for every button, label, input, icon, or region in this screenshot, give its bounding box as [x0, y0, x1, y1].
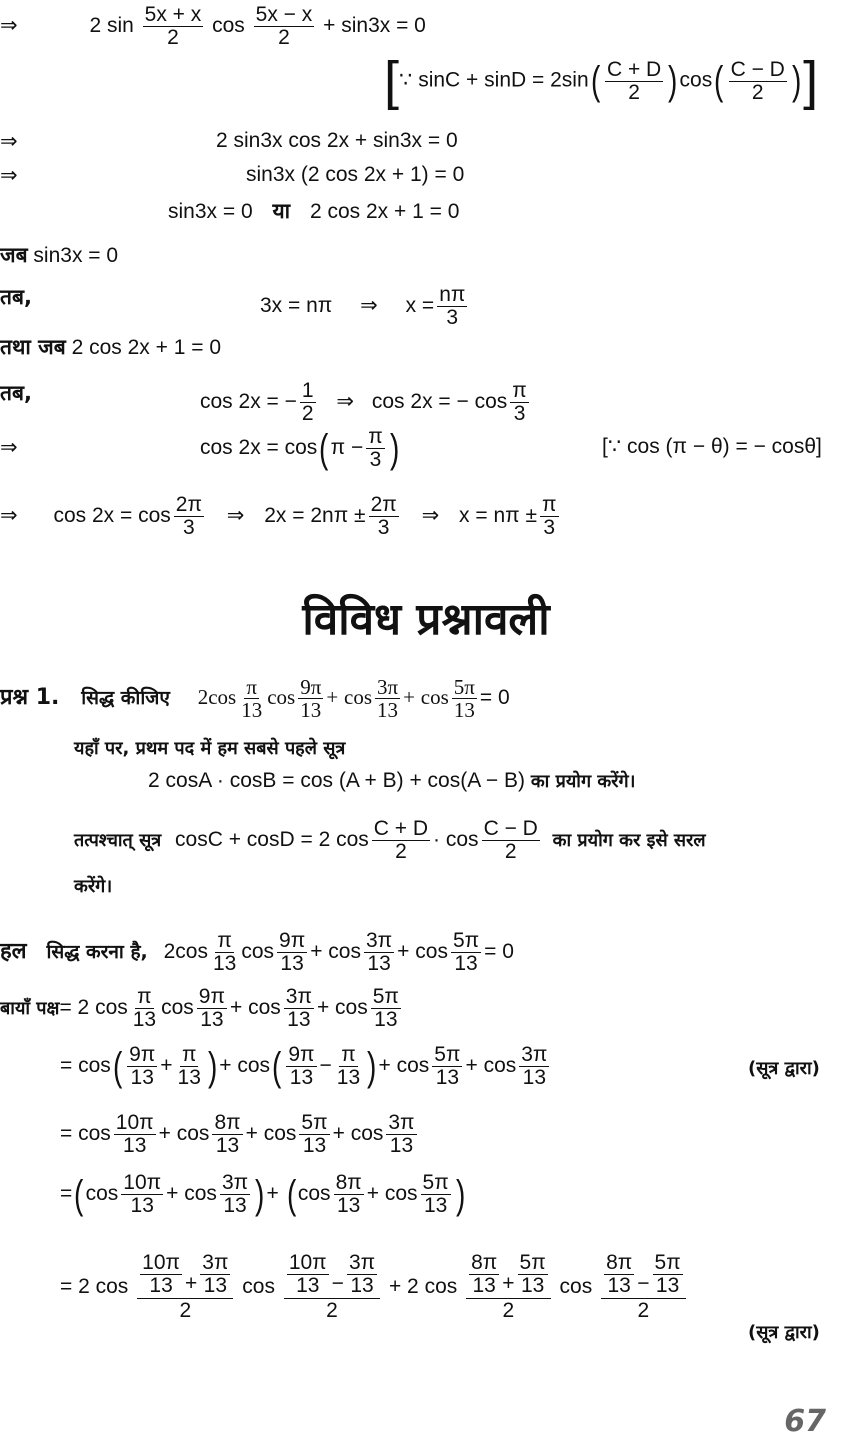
step-9: तब, cos 2x = − $\frac{1}{2}$ ⇒ cos 2x = − cos $\frac{\pi}{3}$: [0, 379, 527, 425]
note-line-3: तत्पश्चात् सूत्र cosC + cosD = 2 cos $\frac{C + D}{2}$ · cos $\frac{C - D}{2}$ का प्रयोग कर इसे सरल: [74, 817, 706, 863]
step-5: sin3x = 0 या 2 cos 2x + 1 = 0: [168, 199, 460, 223]
fraction: $\frac{\pi}{3}$: [512, 379, 527, 425]
step-1: ⇒ 2 sin $\frac{5x + x}{2}$ cos $\frac{5x - x}{2}$ + sin3x = 0: [0, 3, 426, 49]
step-10: ⇒ cos 2x = cos(π − $\frac{\pi}{3}$ ) [∵ cos (π − θ) = − cosθ]: [0, 425, 822, 471]
fraction: $\frac{1}{2}$: [301, 379, 314, 425]
page-number: 67: [784, 1404, 826, 1439]
step-7: तब, 3x = nπ ⇒ x = $\frac{n\pi}{3}$: [0, 283, 466, 329]
step-11: ⇒ cos 2x = cos $\frac{2\pi}{3}$ ⇒ 2x = 2nπ ± $\frac{2\pi}{3}$ ⇒ x = nπ ± $\frac{\pi}{3}$: [0, 493, 557, 539]
fraction: $\frac{2\pi}{3}$: [370, 493, 397, 539]
fraction: $\frac{5x + x}{2}$: [144, 3, 202, 49]
lhs-line: बायाँ पक्ष= 2 cos $\frac{\pi}{13}$ cos $\frac{9\pi}{13}$ + cos $\frac{3\pi}{13}$ + cos $\frac{5\pi}{13}$: [0, 985, 399, 1031]
question-1: प्रश्न 1. सिद्ध कीजिए 2cos $\frac{\pi}{13}$ cos $\frac{9\pi}{13}$ + cos $\frac{3\pi}{13}$ + cos $\frac{5\pi}{13}$ = 0: [0, 675, 510, 722]
step-3: ⇒ 2 sin3x cos 2x + sin3x = 0: [0, 129, 458, 153]
step-4: ⇒ sin3x (2 cos 2x + 1) = 0: [0, 163, 465, 187]
note-line-1: यहाँ पर, प्रथम पद में हम सबसे पहले सूत्र: [74, 738, 346, 759]
fraction: $\frac{\pi}{3}$: [368, 425, 383, 471]
step-line-4: = 2 cos $\frac{10\pi}{13}$ + $\frac{3\pi}{13}$ 2 cos $\frac{10\pi}{13}$ − $\frac{3\pi}{13}$ 2 + 2 cos $\frac{8\pi}{13}$ + $\frac{5\pi}{13}$ 2 cos $\frac{8\pi}{13}$ − $\frac{5\pi}{13}$ 2: [60, 1252, 689, 1323]
step-line-1: = cos( $\frac{9\pi}{13}$ + $\frac{\pi}{13}$ )+ cos( $\frac{9\pi}{13}$ − $\frac{\pi}{13}$ )+ cos $\frac{5\pi}{13}$ + cos $\frac{3\pi}{13}$: [60, 1043, 548, 1089]
fraction: $\frac{\pi}{3}$: [542, 493, 557, 539]
fraction: $\frac{5x - x}{2}$: [255, 3, 313, 49]
step-line-2: = cos $\frac{10\pi}{13}$ + cos $\frac{8\pi}{13}$ + cos $\frac{5\pi}{13}$ + cos $\frac{3\pi}{13}$: [60, 1111, 415, 1157]
step-6: जब sin3x = 0: [0, 243, 119, 267]
fraction: $\frac{C - D}{2}$: [730, 57, 785, 104]
identity-note: [∵ sinC + sinD = 2sin( $\frac{C + D}{2}$ )cos( $\frac{C - D}{2}$ )]: [384, 51, 819, 111]
formula-note: (सूत्र द्वारा): [748, 1058, 820, 1079]
section-heading: विविध प्रश्नावली: [302, 594, 550, 645]
formula-note: (सूत्र द्वारा): [748, 1322, 820, 1343]
identity-note: [∵ cos (π − θ) = − cosθ]: [602, 435, 822, 458]
step-8: तथा जब 2 cos 2x + 1 = 0: [0, 335, 221, 359]
note-line-2: 2 cosA · cosB = cos (A + B) + cos(A − B) का प्रयोग करेंगे।: [148, 769, 636, 792]
fraction: $\frac{n\pi}{3}$: [439, 283, 466, 329]
step-line-3: =(cos $\frac{10\pi}{13}$ + cos $\frac{3\pi}{13}$ )+ (cos $\frac{8\pi}{13}$ + cos $\frac{5\pi}{13}$ ): [60, 1171, 466, 1217]
note-line-4: करेंगे।: [74, 876, 113, 897]
implies-symbol: ⇒: [0, 13, 18, 38]
fraction: $\frac{C + D}{2}$: [606, 57, 662, 104]
fraction: $\frac{2\pi}{3}$: [175, 493, 202, 539]
solution-line: हल सिद्ध करना है, 2cos $\frac{\pi}{13}$ cos $\frac{9\pi}{13}$ + cos $\frac{3\pi}{13}$ + cos $\frac{5\pi}{13}$ = 0: [0, 929, 514, 975]
